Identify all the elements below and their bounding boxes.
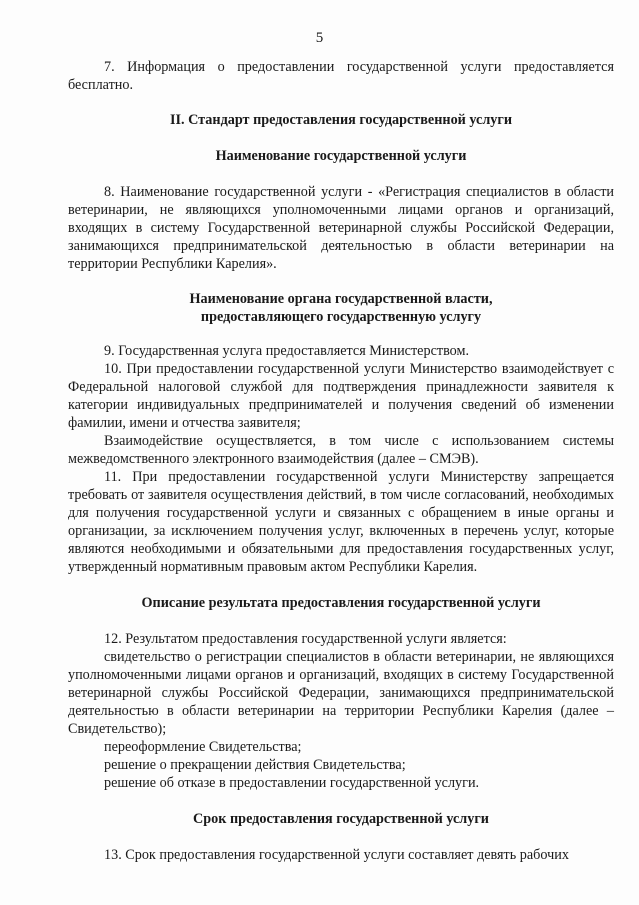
heading-organ-line-2: предоставляющего государственную услугу [200,309,482,325]
paragraph-12d: решение об отказе в предоставлении государственной услуги. [104,775,480,791]
heading-service-name: Наименование государственной услуги [215,148,467,164]
paragraph-8: 8. Наименование государственной услуги - «Регистрация специалистов в области ветеринарии, не являющихся уполномоченными лицами органов и организаций, входящих в систему Государственной ветеринарной службы Российской Федерации, занимающихся предпринимательской деятельностью в области ветеринарии на территории Республики Карелия». [68,184,614,272]
paragraph-13: 13. Срок предоставления государственной услуги составляет девять рабочих [104,847,569,863]
heading-result: Описание результата предоставления государственной услуги [141,595,541,611]
paragraph-12: 12. Результатом предоставления государственной услуги является: [104,631,507,647]
section-2-title: II. Стандарт предоставления государственной услуги [169,112,513,128]
heading-organ-line-1: Наименование органа государственной власти, [189,291,493,307]
paragraph-11: 11. При предоставлении государственной услуги Министерству запрещается требовать от заявителя осуществления действий, в том числе согласований, необходимых для получения государственной услуги и связанных с обращением в иные органы и организации, за исключением получения услуг, включенных в перечень услуг, которые являются необходимыми и обязательными для предоставления государственных услуг, утвержденный нормативным правовым актом Республики Карелия. [68,469,614,575]
document-body [68,58,614,864]
page-number: 5 [315,30,324,46]
paragraph-12b: переоформление Свидетельства; [104,739,302,755]
paragraph-12c: решение о прекращении действия Свидетельства; [104,757,406,773]
paragraph-10b: Взаимодействие осуществляется, в том числе с использованием системы межведомственного электронного взаимодействия (далее – СМЭВ). [68,433,614,467]
heading-term: Срок предоставления государственной услуги [193,811,489,827]
paragraph-12a: свидетельство о регистрации специалистов в области ветеринарии, не являющихся уполномоченными лицами органов и организаций, входящих в систему Государственной ветеринарной службы Российской Федерации, занимающихся предпринимательской деятельностью в области ветеринарии на территории Республики Карелия (далее – Свидетельство); [68,649,614,737]
paragraph-10: 10. При предоставлении государственной услуги Министерство взаимодействует с Федеральной налоговой службой для подтверждения принадлежности заявителя к категории индивидуальных предпринимателей и получения сведений об изменении фамилии, имени и отчества заявителя; [68,361,614,431]
paragraph-9: 9. Государственная услуга предоставляется Министерством. [104,343,470,359]
paragraph-7: 7. Информация о предоставлении государственной услуги предоставляется бесплатно. [68,59,614,93]
